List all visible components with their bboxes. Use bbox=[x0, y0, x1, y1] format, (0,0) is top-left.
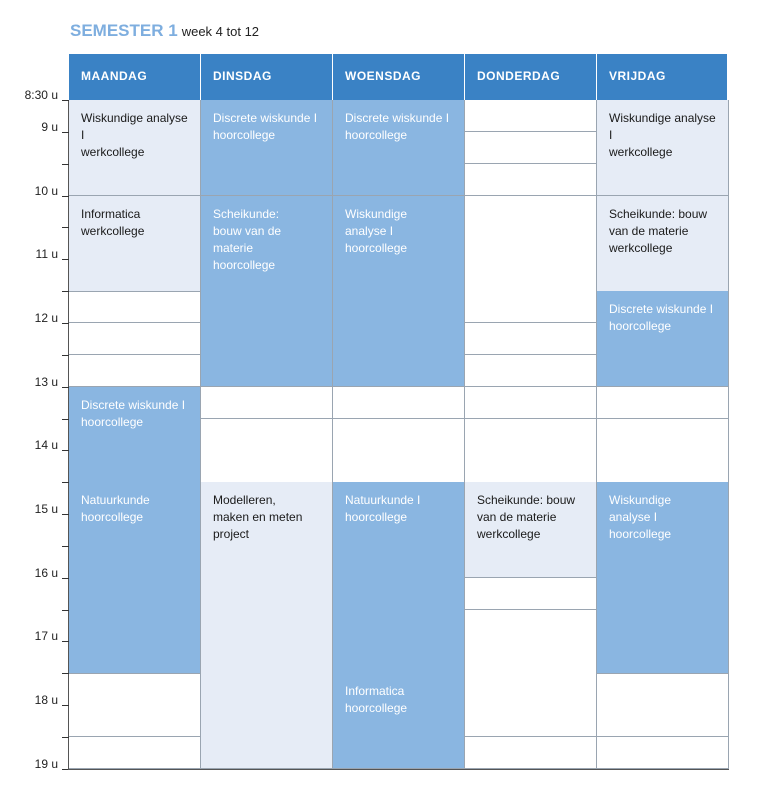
course-text-line: Scheikunde: bouw bbox=[477, 493, 576, 508]
time-label: 8:30 u bbox=[24, 88, 58, 102]
schedule-title bbox=[70, 21, 259, 41]
empty-slot bbox=[69, 705, 201, 737]
empty-slot bbox=[465, 323, 597, 355]
course-text-line: Wiskundige bbox=[345, 206, 408, 221]
empty-slot bbox=[465, 450, 597, 482]
course-text-line: hoorcollege bbox=[345, 510, 408, 525]
course-text-line: hoorcollege bbox=[213, 128, 276, 142]
course-text-line: van de materie bbox=[477, 510, 557, 525]
empty-slot bbox=[465, 641, 597, 673]
course-block bbox=[333, 482, 465, 674]
course-text-line: hoorcollege bbox=[81, 414, 144, 429]
empty-slot bbox=[465, 673, 597, 705]
empty-slot bbox=[465, 291, 597, 323]
course-text-line: Scheikunde: bouw bbox=[609, 206, 708, 221]
course-block bbox=[333, 196, 465, 388]
course-text-line: analyse I bbox=[609, 510, 658, 525]
time-tick bbox=[62, 737, 69, 738]
day-header-woensdag: WOENSDAG bbox=[333, 54, 465, 100]
course-text-line: Discrete wiskunde I bbox=[81, 397, 186, 412]
course-text-line: werkcollege bbox=[477, 527, 541, 542]
time-tick bbox=[62, 164, 69, 165]
empty-slot bbox=[465, 100, 597, 132]
course-block bbox=[69, 100, 201, 196]
empty-slot bbox=[69, 355, 201, 387]
time-label: 16 u bbox=[34, 565, 58, 580]
course-text-line: Wiskundige analyse I bbox=[609, 111, 716, 142]
time-label: 19 u bbox=[34, 756, 58, 771]
course-text-line: maken en meten bbox=[213, 510, 303, 525]
day-header-dinsdag: DINSDAG bbox=[201, 54, 333, 100]
course-text-line: bouw van de bbox=[213, 223, 282, 238]
course-text-line: hoorcollege bbox=[213, 257, 276, 272]
time-tick bbox=[62, 387, 69, 388]
empty-slot bbox=[69, 323, 201, 355]
course-text-line: van de materie bbox=[609, 223, 689, 238]
course-block bbox=[597, 291, 729, 387]
time-label: 9 u bbox=[41, 119, 58, 134]
course-text-line: Modelleren, bbox=[213, 493, 276, 508]
day-header-maandag: MAANDAG bbox=[69, 54, 201, 100]
empty-slot bbox=[597, 705, 729, 737]
course-block bbox=[201, 482, 333, 769]
time-label: 12 u bbox=[34, 310, 58, 325]
empty-slot bbox=[465, 610, 597, 642]
empty-slot bbox=[465, 705, 597, 737]
time-label: 13 u bbox=[34, 374, 58, 389]
time-tick bbox=[62, 132, 69, 133]
empty-slot bbox=[333, 419, 465, 451]
time-tick bbox=[62, 100, 69, 101]
course-text-line: analyse I bbox=[345, 223, 394, 238]
course-text-line: Informatica bbox=[81, 206, 141, 221]
time-label: 11 u bbox=[35, 247, 58, 262]
empty-slot bbox=[69, 291, 201, 323]
semester-label: SEMESTER 1 bbox=[70, 21, 178, 40]
course-text-line: Discrete wiskunde I bbox=[609, 302, 714, 317]
time-label: 15 u bbox=[34, 502, 58, 517]
time-tick bbox=[62, 450, 69, 451]
time-label: 14 u bbox=[34, 438, 58, 453]
time-tick bbox=[62, 355, 69, 356]
course-text-line: werkcollege bbox=[609, 145, 673, 159]
empty-slot bbox=[597, 673, 729, 705]
course-text-line: Natuurkunde bbox=[81, 493, 150, 508]
empty-slot bbox=[597, 387, 729, 419]
time-tick bbox=[62, 291, 69, 292]
empty-slot bbox=[333, 450, 465, 482]
empty-slot bbox=[465, 578, 597, 610]
course-block bbox=[201, 196, 333, 388]
empty-slot bbox=[465, 227, 597, 259]
empty-slot bbox=[465, 259, 597, 291]
week-range: week 4 tot 12 bbox=[181, 24, 260, 39]
course-text-line: hoorcollege bbox=[345, 240, 408, 255]
course-block bbox=[69, 196, 201, 292]
course-block bbox=[69, 482, 201, 674]
course-text-line: hoorcollege bbox=[609, 319, 672, 334]
time-tick bbox=[62, 482, 69, 483]
course-text-line: hoorcollege bbox=[345, 128, 408, 142]
day-header-vrijdag: VRIJDAG bbox=[597, 54, 728, 100]
course-block bbox=[597, 196, 729, 292]
course-text-line: Discrete wiskunde I bbox=[345, 111, 450, 125]
time-tick bbox=[62, 259, 69, 260]
empty-slot bbox=[465, 196, 597, 228]
time-tick bbox=[62, 514, 69, 515]
course-text-line: Wiskundige analyse I bbox=[81, 111, 188, 142]
empty-slot bbox=[465, 737, 597, 769]
time-tick bbox=[62, 196, 69, 197]
empty-slot bbox=[333, 387, 465, 419]
empty-slot bbox=[465, 419, 597, 451]
time-tick bbox=[62, 673, 69, 674]
course-text-line: Scheikunde: bbox=[213, 206, 280, 221]
course-text-line: hoorcollege bbox=[81, 510, 144, 525]
time-tick bbox=[62, 546, 69, 547]
time-tick bbox=[62, 227, 69, 228]
time-label: 17 u bbox=[34, 629, 58, 644]
empty-slot bbox=[597, 450, 729, 482]
empty-slot bbox=[597, 737, 729, 769]
course-text-line: Natuurkunde I bbox=[345, 493, 421, 508]
course-text-line: Wiskundige bbox=[609, 493, 672, 508]
time-tick bbox=[62, 419, 69, 420]
course-text-line: Informatica bbox=[345, 684, 405, 699]
course-text-line: werkcollege bbox=[81, 145, 145, 159]
course-block bbox=[597, 100, 729, 196]
course-block bbox=[465, 482, 597, 578]
empty-slot bbox=[597, 419, 729, 451]
course-text-line: materie bbox=[213, 240, 254, 255]
empty-slot bbox=[201, 450, 333, 482]
empty-slot bbox=[465, 355, 597, 387]
empty-slot bbox=[465, 132, 597, 164]
empty-slot bbox=[201, 419, 333, 451]
empty-slot bbox=[201, 387, 333, 419]
course-text-line: werkcollege bbox=[81, 223, 145, 238]
course-block bbox=[333, 673, 465, 769]
course-block bbox=[201, 100, 333, 196]
empty-slot bbox=[465, 387, 597, 419]
course-block bbox=[69, 387, 201, 483]
time-tick bbox=[62, 641, 69, 642]
course-text-line: hoorcollege bbox=[609, 527, 672, 542]
time-tick bbox=[62, 610, 69, 611]
empty-slot bbox=[69, 737, 201, 769]
course-text-line: hoorcollege bbox=[345, 701, 408, 716]
course-text-line: werkcollege bbox=[609, 240, 673, 255]
course-block bbox=[333, 100, 465, 196]
time-tick bbox=[62, 705, 69, 706]
grid-bottom-line bbox=[68, 769, 729, 770]
time-tick bbox=[62, 578, 69, 579]
time-tick bbox=[62, 323, 69, 324]
course-block bbox=[597, 482, 729, 674]
day-header-donderdag: DONDERDAG bbox=[465, 54, 597, 100]
empty-slot bbox=[465, 164, 597, 196]
time-label: 10 u bbox=[34, 183, 58, 198]
course-text-line: project bbox=[213, 527, 250, 542]
course-text-line: Discrete wiskunde I bbox=[213, 111, 318, 125]
empty-slot bbox=[69, 673, 201, 705]
time-label: 18 u bbox=[34, 693, 58, 708]
